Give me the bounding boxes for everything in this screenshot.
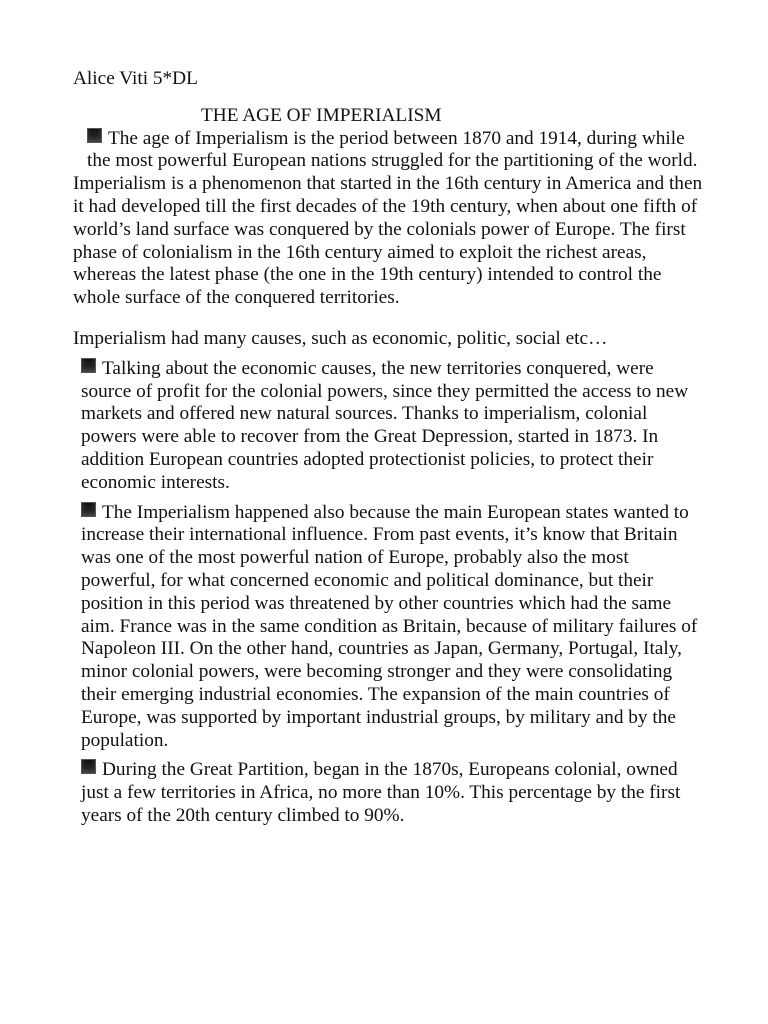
square-bullet-icon xyxy=(87,128,102,143)
paragraph-definition: Imperialism is a phenomenon that started in the 16th century in America and then it had developed till the first decades of the 19th century, when about one fifth of world’s land surface was conquered by the colonials power of Europe. The first phase of colonialism in the 16th century aimed to exploit the richest areas, whereas the latest phase (the one in the 19th century) intended to control the whole surface of the conquered territories. xyxy=(73,173,703,309)
paragraph-text: Talking about the economic causes, the new territories conquered, were source of profit for the colonial powers, since they permitted the access to new markets and offered new natural sources. Thanks to imperialism, colonial powers were able to recover from the Great Depression, started in 1873. In addition European countries adopted protectionist policies, to protect their economic interests. xyxy=(81,357,689,493)
document-page xyxy=(73,68,703,828)
paragraph-great-partition xyxy=(73,759,703,827)
paragraph-text: The Imperialism happened also because the main European states wanted to increase their international influence. From past events, it’s know that Britain was one of the most powerful nation of Europe, probably also the most powerful, for what concerned economic and political dominance, but their position in this period was threatened by other countries which had the same aim. France was in the same condition as Britain, because of military failures of Napoleon III. On the other hand, countries as Japan, Germany, Portugal, Italy, minor colonial powers, were becoming stronger and they were consolidating their emerging industrial economies. The expansion of the main countries of Europe, was supported by important industrial groups, by military and by the population. xyxy=(81,501,698,751)
square-bullet-icon xyxy=(81,502,96,517)
author-line: Alice Viti 5*DL xyxy=(73,68,198,89)
paragraph-causes: Imperialism had many causes, such as economic, politic, social etc… xyxy=(73,327,608,349)
paragraph-political-causes xyxy=(73,502,703,753)
paragraph-intro xyxy=(73,128,703,174)
document-title: THE AGE OF IMPERIALISM xyxy=(201,104,442,126)
paragraph-text: The age of Imperialism is the period between 1870 and 1914, during while the most powerful European nations struggled for the partitioning of the world. xyxy=(87,127,698,172)
paragraph-economic-causes xyxy=(73,358,703,495)
square-bullet-icon xyxy=(81,759,96,774)
paragraph-text: During the Great Partition, began in the 1870s, Europeans colonial, owned just a few territories in Africa, no more than 10%. This percentage by the first years of the 20th century climbed to 90%. xyxy=(81,759,681,826)
square-bullet-icon xyxy=(81,358,96,373)
